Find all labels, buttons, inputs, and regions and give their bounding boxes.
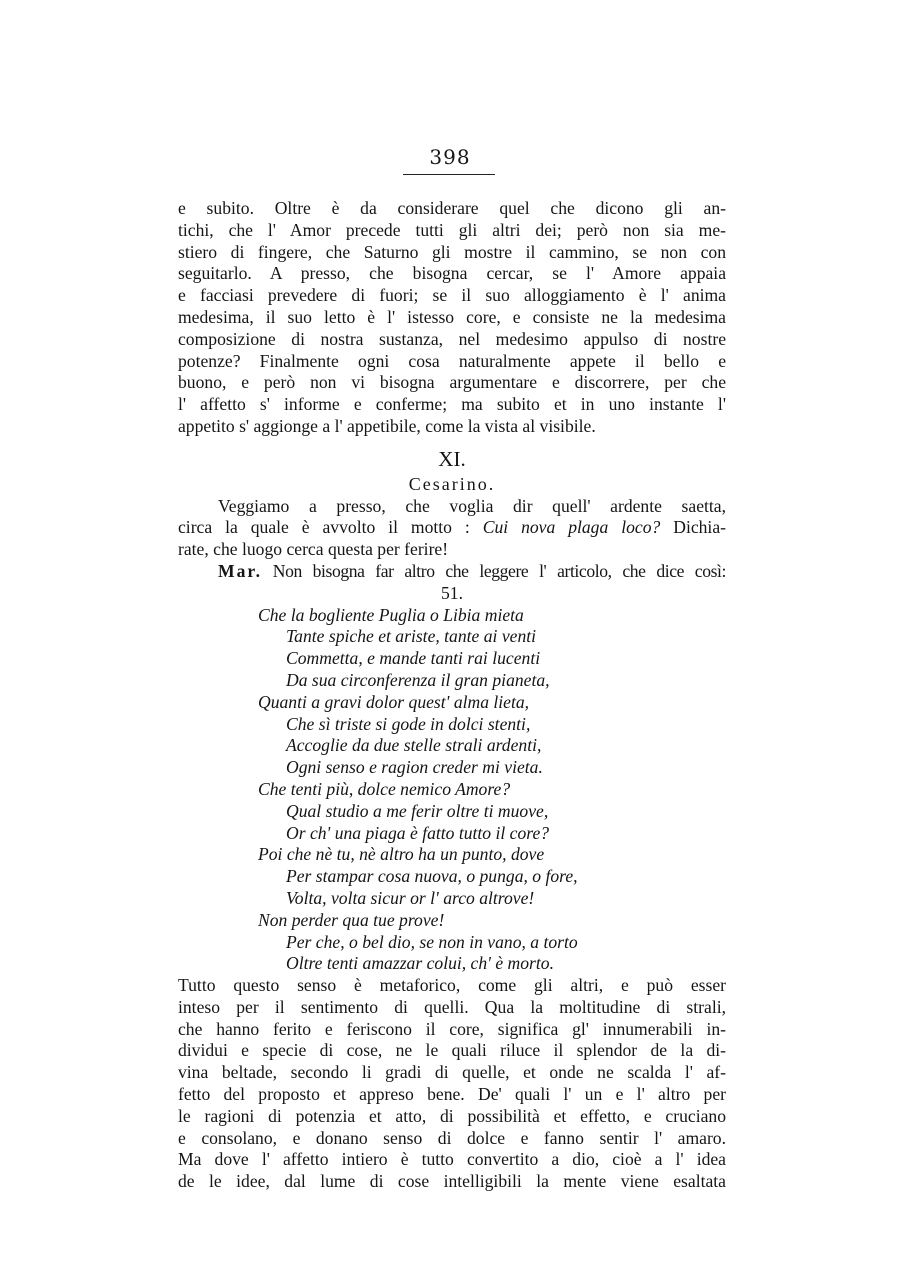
dialogue-text: circa la quale è avvolto il motto : [178,517,470,538]
text-line: tichi, che l' Amor precede tutti gli altri dei; però non sia me- [178,219,726,240]
text-line: inteso per il sentimento di quelli. Qua la moltitudine di strali, [178,996,726,1017]
poem-verse: Da sua circonferenza il gran pianeta, [286,669,550,690]
text-line: dividui e specie di cose, ne le quali riluce il splendor de la di- [178,1040,726,1061]
text-line: l' affetto s' informe e conferme; ma subito et in uno instante l' [178,394,726,415]
dialogue-line [178,517,726,539]
text-line: seguitarlo. A presso, che bisogna cercar, se l' Amore appaia [178,263,726,284]
motto: Cui nova plaga loco? [482,517,661,538]
page-number: 398 [429,145,471,169]
poem-verse: Non perder qua tue prove! [258,909,445,930]
header-rule [403,174,495,175]
poem-verse: Ogni senso e ragion creder mi vieta. [286,757,543,778]
text-line: e subito. Oltre è da considerare quel che dicono gli an- [178,198,726,218]
dialogue-line [178,561,726,583]
poem-verse: Per stampar cosa nuova, o punga, o fore, [286,866,578,887]
poem-verse: Poi che nè tu, nè altro ha un punto, dove [258,844,545,865]
section-number: XI. [438,446,466,471]
poem-verse: Accoglie da due stelle strali ardenti, [286,735,542,756]
text-line: che hanno ferito e feriscono il core, significa gl' innumerabili in- [178,1018,726,1039]
paragraph-2 [178,975,726,1193]
poem-verse: Tante spiche et ariste, tante ai venti [286,626,537,647]
text-line: vina beltade, secondo li gradi di quelle, et onde ne scalda l' af- [178,1062,726,1083]
text-line: appetito s' aggionge a l' appetibile, come la vista al visibile. [178,415,596,436]
dialogue-text: Non bisogna far altro che leggere l' articolo, che dice così: [272,560,727,581]
poem-verse: Qual studio a me ferir oltre ti muove, [286,800,549,821]
text-line: medesima, il suo letto è l' istesso core, e consiste ne la medesima [178,306,726,327]
text-line: stiero di fingere, che Saturno gli mostre il cammino, se non con [178,241,726,262]
paragraph-1 [178,198,726,1193]
poem-verse: Volta, volta sicur or l' arco altrove! [286,887,535,908]
dialogue-line: Veggiamo a presso, che voglia dir quell' ardente saetta, [218,495,726,516]
poem-verse: Commetta, e mande tanti rai lucenti [286,648,541,669]
text-line: buono, e però non vi bisogna argumentare e discorrere, per che [178,372,726,393]
dialogue-line: rate, che luogo cerca questa per ferire! [178,539,449,560]
text-line: de le idee, dal lume di cose intelligibili la mente viene esaltata [178,1171,726,1192]
text-line: le ragioni di potenzia et atto, di possibilità et effetto, e cruciano [178,1105,726,1126]
poem-verse: Quanti a gravi dolor quest' alma lieta, [258,691,530,712]
poem-number: 51. [441,582,463,603]
poem-verse: Or ch' una piaga è fatto tutto il core? [286,822,550,843]
text-line: Tutto questo senso è metaforico, come gli altri, e può esser [178,975,726,996]
poem-verse: Che sì triste si gode in dolci stenti, [286,713,531,734]
dialogue-text: Dichia- [673,517,726,538]
poem-verse: Che la bogliente Puglia o Libia mieta [258,604,524,625]
text-line: e facciasi prevedere di fuori; se il suo alloggiamento è l' anima [178,285,726,306]
text-line: fetto del proposto et appreso bene. De' quali l' un e l' altro per [178,1084,726,1105]
text-line: composizione di nostra sustanza, nel medesimo appulso di nostre [178,328,726,349]
speaker-label: Mar. [218,560,262,581]
poem-verse: Oltre tenti amazzar colui, ch' è morto. [286,953,554,974]
poem-verse: Per che, o bel dio, se non in vano, a torto [286,931,578,952]
text-line: e consolano, e donano senso di dolce e fanno sentir l' amaro. [178,1127,726,1148]
speaker-heading: Cesarino. [408,473,496,494]
poem [178,605,726,976]
poem-verse: Che tenti più, dolce nemico Amore? [258,778,511,799]
text-line: potenze? Finalmente ogni cosa naturalmente appete il bello e [178,350,726,371]
text-line: Ma dove l' affetto intiero è tutto convertito a dio, cioè a l' idea [178,1149,726,1170]
